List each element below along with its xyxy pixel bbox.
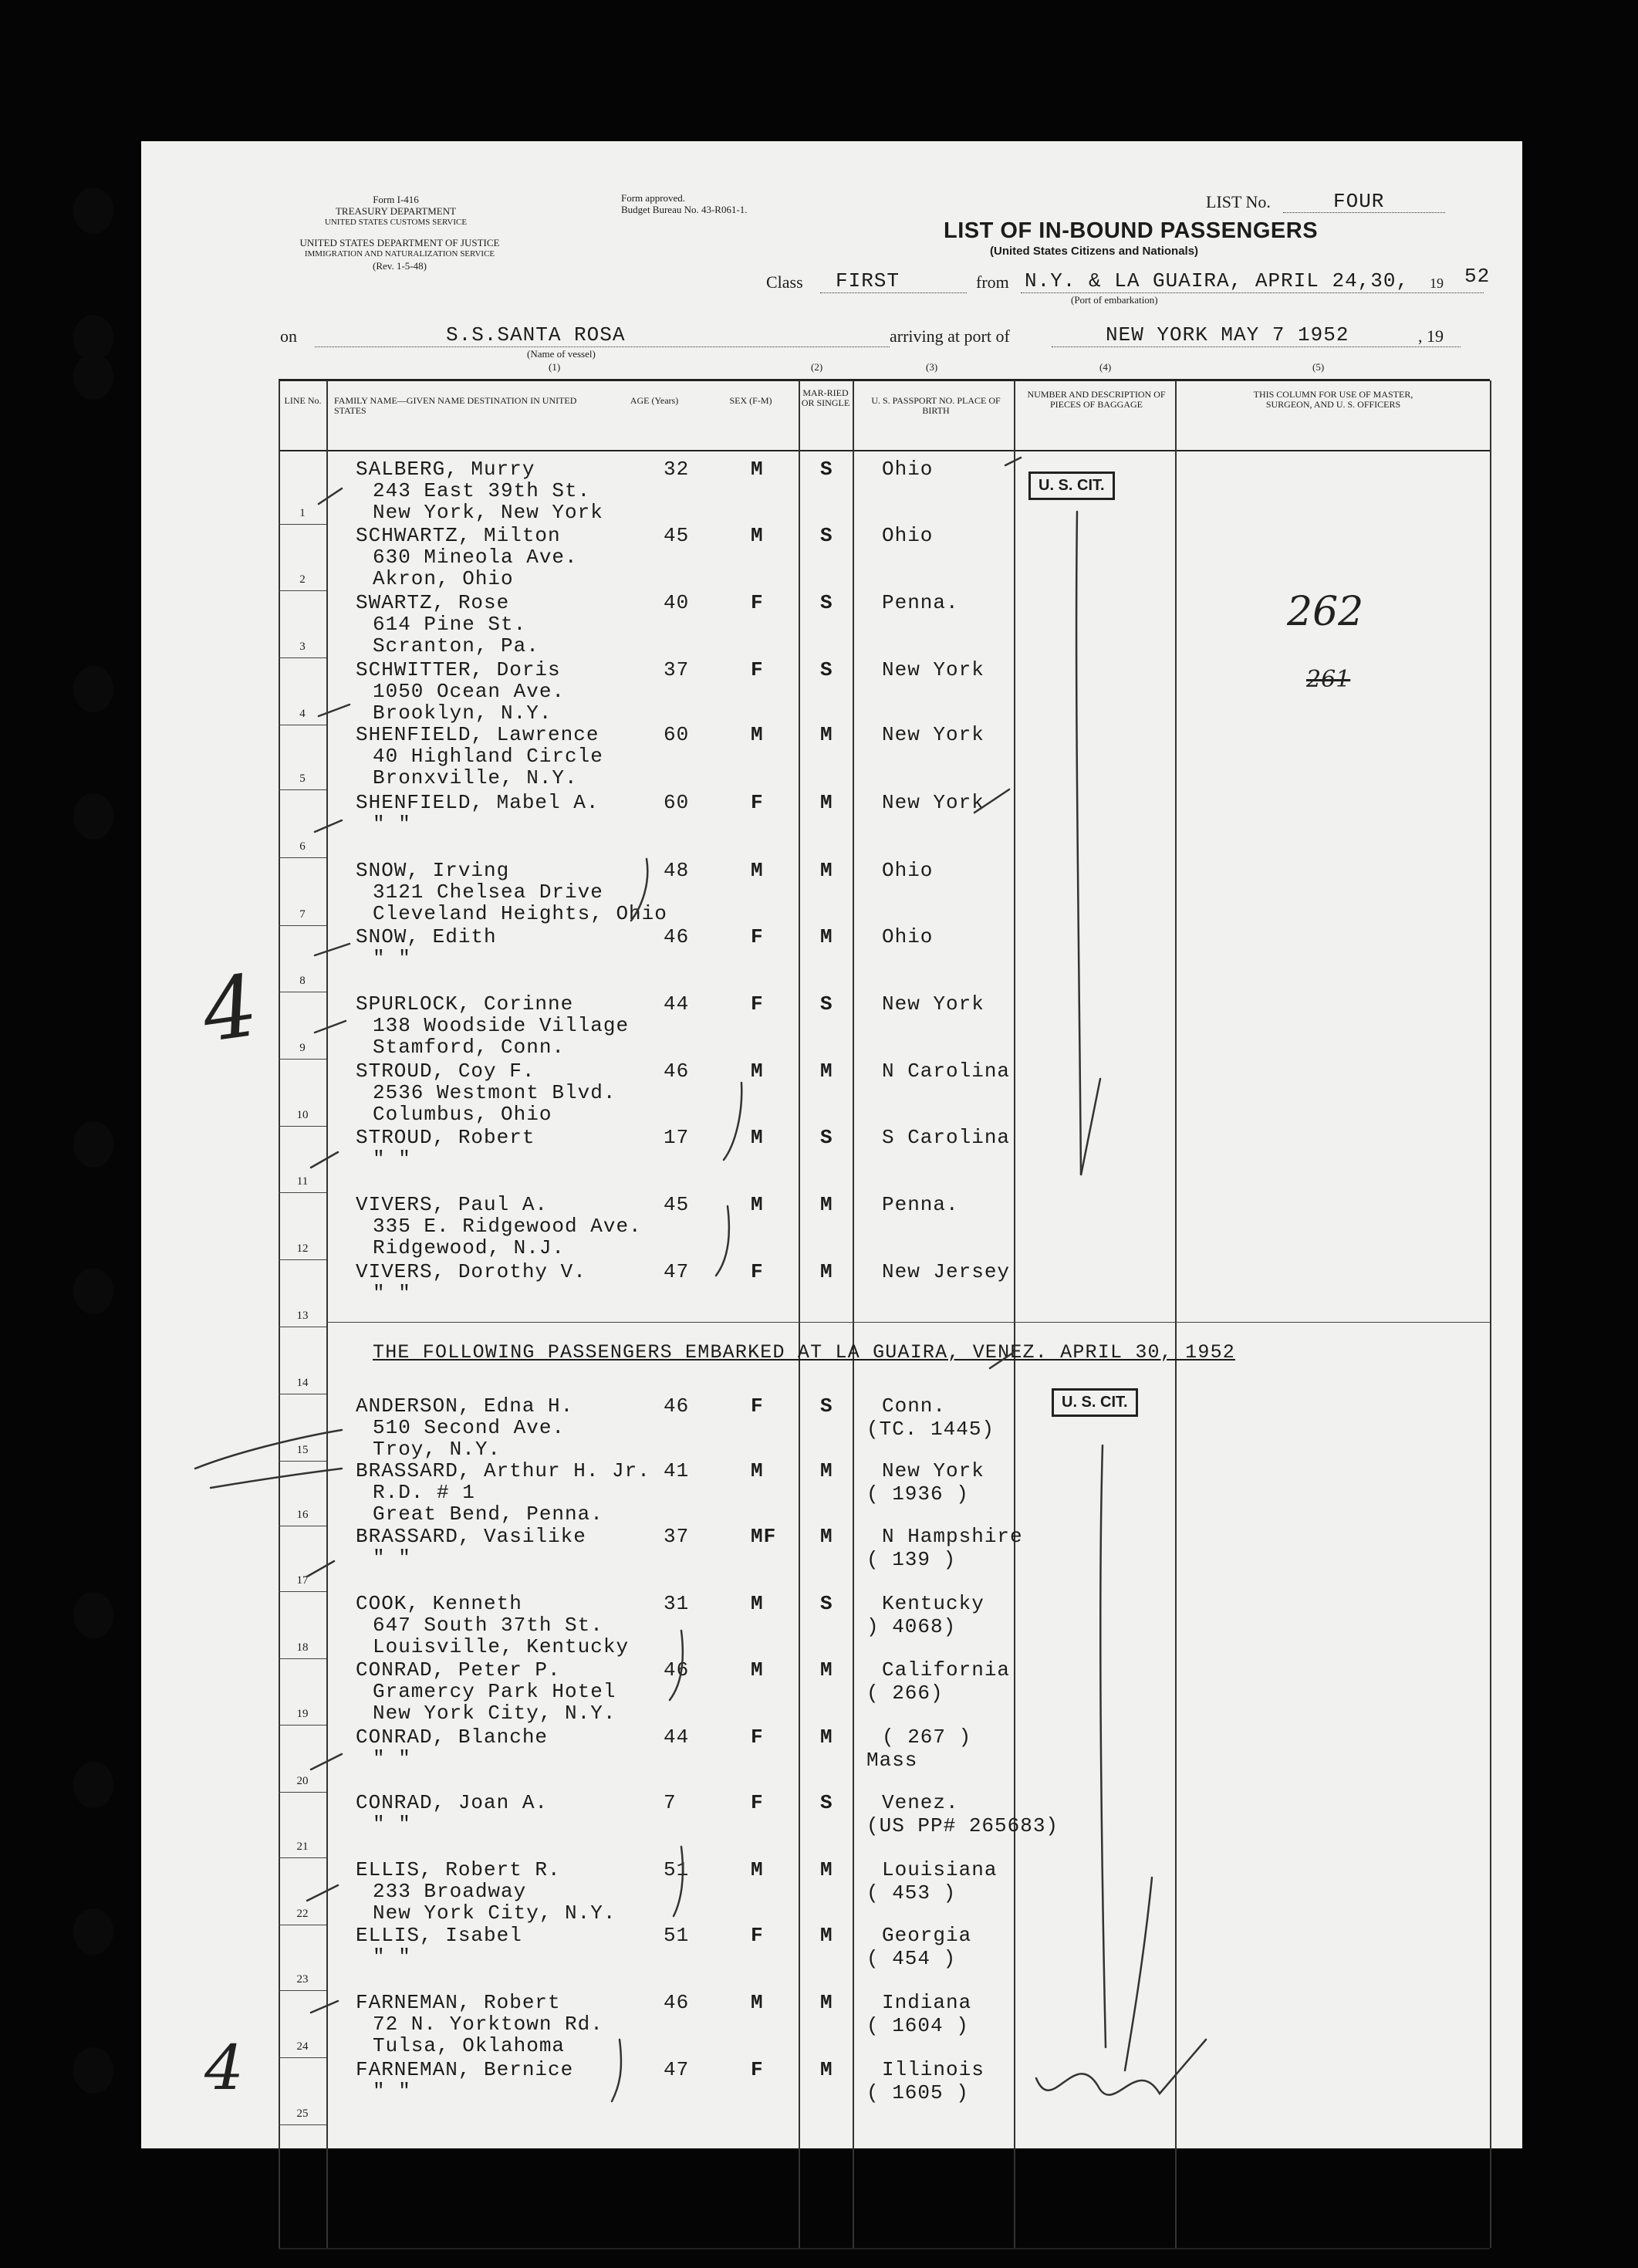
passenger-sex: M	[751, 458, 764, 481]
passenger-name: SCHWITTER, Doris	[356, 658, 561, 681]
form-number: Form I-416	[373, 194, 419, 205]
passenger-birthplace: New York	[882, 1459, 984, 1482]
line-number: 1	[299, 507, 306, 519]
passenger-passport: ( 1604 )	[866, 2014, 969, 2037]
age-check	[612, 2040, 621, 2101]
passenger-sex: M	[751, 1592, 764, 1615]
passenger-marital: S	[820, 992, 833, 1016]
passenger-marital: M	[820, 791, 833, 814]
vessel-caption: (Name of vessel)	[527, 348, 596, 360]
passenger-sex: M	[751, 1658, 764, 1682]
passenger-name: SHENFIELD, Lawrence	[356, 723, 599, 746]
passenger-address: Columbus, Ohio	[373, 1103, 552, 1126]
passenger-marital: S	[820, 524, 833, 547]
passenger-marital: M	[820, 1260, 833, 1283]
passenger-age: 47	[664, 2058, 690, 2081]
passenger-birthplace: N Hampshire	[882, 1525, 1023, 1548]
line-number: 20	[296, 1775, 309, 1787]
class-label: Class	[766, 272, 803, 292]
binder-hole	[73, 1908, 113, 1955]
port-embark-caption: (Port of embarkation)	[1071, 294, 1158, 306]
passenger-marital: M	[820, 1991, 833, 2014]
passenger-birthplace: Conn.	[882, 1394, 947, 1418]
passenger-name: CONRAD, Peter P.	[356, 1658, 561, 1682]
passenger-sex: M	[751, 1126, 764, 1149]
passenger-passport: ) 4068)	[866, 1615, 957, 1638]
age-check	[631, 859, 647, 921]
binder-hole	[73, 1268, 113, 1314]
passenger-address: 2536 Westmont Blvd.	[373, 1081, 616, 1104]
passenger-marital: M	[820, 723, 833, 746]
passenger-birthplace: New York	[882, 992, 984, 1016]
line-number: 7	[299, 908, 306, 921]
us-citizen-stamp: U. S. CIT.	[1028, 472, 1115, 500]
passenger-birthplace: S Carolina	[882, 1126, 1011, 1149]
handwritten-margin-4: 4	[196, 955, 264, 1062]
binder-hole	[73, 666, 113, 712]
passenger-address: Troy, N.Y.	[373, 1438, 502, 1461]
passenger-address: 614 Pine St.	[373, 613, 527, 636]
passenger-passport: ( 453 )	[866, 1881, 957, 1905]
ins-service: IMMIGRATION AND NATURALIZATION SERVICE	[304, 249, 495, 259]
passenger-marital: M	[820, 1525, 833, 1548]
col-sex: SEX (F-M)	[729, 395, 772, 406]
passenger-address: Stamford, Conn.	[373, 1036, 566, 1059]
passenger-address: Bronxville, N.Y.	[373, 766, 578, 789]
us-citizen-stamp: U. S. CIT.	[1052, 1388, 1138, 1417]
line-number: 23	[296, 1973, 309, 1986]
passenger-age: 46	[664, 1658, 690, 1682]
row-tick	[315, 944, 350, 955]
page-subtitle: (United States Citizens and Nationals)	[990, 245, 1199, 258]
binder-hole	[73, 1121, 113, 1168]
section-note: THE FOLLOWING PASSENGERS EMBARKED AT LA GUAIRA, VENEZ. APRIL 30, 1952	[373, 1341, 1235, 1364]
passenger-address: Great Bend, Penna.	[373, 1502, 603, 1526]
passenger-address: " "	[373, 813, 411, 836]
passenger-age: 31	[664, 1592, 690, 1615]
binder-hole	[73, 793, 113, 840]
passenger-age: 46	[664, 925, 690, 948]
passenger-name: CONRAD, Blanche	[356, 1726, 549, 1749]
passenger-name: SNOW, Edith	[356, 925, 497, 948]
passenger-address: Akron, Ohio	[373, 567, 514, 590]
passenger-age: 45	[664, 1193, 690, 1216]
passenger-birthplace: Penna.	[882, 591, 959, 614]
passenger-address: " "	[373, 2080, 411, 2103]
initials-scribble	[1036, 2040, 1206, 2095]
passenger-age: 32	[664, 458, 690, 481]
baggage-check-arrow	[1076, 512, 1100, 1175]
passenger-age: 60	[664, 723, 690, 746]
on-label: on	[280, 326, 297, 346]
passenger-address: R.D. # 1	[373, 1481, 475, 1504]
line-number: 11	[296, 1175, 309, 1188]
col-name: FAMILY NAME—GIVEN NAME DESTINATION IN UNITED STATES	[334, 395, 577, 416]
row-tick	[315, 820, 342, 832]
passenger-age: 60	[664, 791, 690, 814]
passenger-address: New York City, N.Y.	[373, 1702, 616, 1725]
row-tick	[311, 1754, 342, 1769]
passenger-marital: M	[820, 1726, 833, 1749]
passenger-age: 40	[664, 591, 690, 614]
passenger-sex: F	[751, 1726, 764, 1749]
passenger-age: 46	[664, 1991, 690, 2014]
passenger-sex: M	[751, 1060, 764, 1083]
manifest-page	[141, 141, 1522, 2148]
from-label: from	[976, 272, 1009, 292]
passenger-sex: F	[751, 1260, 764, 1283]
passenger-address: " "	[373, 1148, 411, 1171]
age-check	[716, 1206, 729, 1276]
line-number: 4	[299, 708, 306, 720]
passenger-marital: S	[820, 1592, 833, 1615]
passenger-birthplace: New York	[882, 658, 984, 681]
passenger-passport: Mass	[866, 1749, 918, 1772]
passenger-name: STROUD, Robert	[356, 1126, 535, 1149]
passenger-passport: ( 1605 )	[866, 2081, 969, 2104]
passenger-sex: F	[751, 1924, 764, 1947]
passenger-name: BRASSARD, Vasilike	[356, 1525, 586, 1548]
col-num-4: (4)	[1099, 361, 1112, 373]
passenger-age: 7	[664, 1791, 677, 1814]
passenger-birthplace: Georgia	[882, 1924, 972, 1947]
arrival-port: NEW YORK MAY 7 1952	[1106, 323, 1349, 346]
passenger-passport: ( 266)	[866, 1682, 944, 1705]
passenger-name: VIVERS, Dorothy V.	[356, 1260, 586, 1283]
binder-hole	[73, 2047, 113, 2094]
passenger-name: SWARTZ, Rose	[356, 591, 510, 614]
binder-hole	[73, 353, 113, 400]
passenger-age: 47	[664, 1260, 690, 1283]
passenger-name: SNOW, Irving	[356, 859, 510, 882]
passenger-address: Brooklyn, N.Y.	[373, 701, 552, 725]
passenger-birthplace: Penna.	[882, 1193, 959, 1216]
passenger-name: CONRAD, Joan A.	[356, 1791, 549, 1814]
line-number: 9	[299, 1042, 306, 1054]
customs-service: UNITED STATES CUSTOMS SERVICE	[324, 218, 468, 227]
class-value: FIRST	[836, 269, 900, 292]
passenger-age: 44	[664, 1726, 690, 1749]
passenger-birthplace: Ohio	[882, 925, 934, 948]
passenger-marital: S	[820, 1126, 833, 1149]
passenger-birthplace: California	[882, 1658, 1011, 1682]
age-check	[674, 1847, 683, 1916]
passenger-sex: M	[751, 1193, 764, 1216]
passenger-address: Gramercy Park Hotel	[373, 1680, 616, 1703]
col-num-1: (1)	[549, 361, 561, 373]
from-value: N.Y. & LA GUAIRA, APRIL 24,30,	[1025, 269, 1410, 292]
line-number: 25	[296, 2107, 309, 2120]
passenger-name: COOK, Kenneth	[356, 1592, 522, 1615]
passenger-birthplace: Venez.	[882, 1791, 959, 1814]
passenger-birthplace: Ohio	[882, 859, 934, 882]
passenger-marital: M	[820, 1858, 833, 1881]
passenger-name: SCHWARTZ, Milton	[356, 524, 561, 547]
line-number: 5	[299, 772, 306, 785]
passenger-address: " "	[373, 1747, 411, 1770]
passenger-marital: S	[820, 1394, 833, 1418]
col-num-2: (2)	[811, 361, 823, 373]
arriving-label: arriving at port of	[890, 326, 1010, 346]
col-age: AGE (Years)	[630, 395, 679, 406]
passenger-sex: F	[751, 591, 764, 614]
vessel-name: S.S.SANTA ROSA	[446, 323, 626, 346]
passenger-address: Cleveland Heights, Ohio	[373, 902, 667, 925]
passenger-marital: S	[820, 591, 833, 614]
passenger-sex: F	[751, 658, 764, 681]
passenger-marital: M	[820, 859, 833, 882]
row-tick	[311, 1152, 338, 1168]
line-number: 15	[296, 1444, 309, 1456]
passenger-address: 138 Woodside Village	[373, 1014, 630, 1037]
col-num-5: (5)	[1312, 361, 1325, 373]
passenger-name: VIVERS, Paul A.	[356, 1193, 549, 1216]
binder-hole	[73, 188, 113, 234]
age-check	[724, 1083, 741, 1160]
passenger-address: " "	[373, 1813, 411, 1836]
passenger-sex: M	[751, 859, 764, 882]
binder-hole	[73, 1592, 113, 1638]
line-number: 19	[296, 1708, 309, 1720]
passenger-birthplace: Louisiana	[882, 1858, 998, 1881]
passenger-marital: M	[820, 1193, 833, 1216]
passenger-marital: M	[820, 2058, 833, 2081]
page-title: LIST OF IN-BOUND PASSENGERS	[944, 218, 1319, 243]
line-number: 22	[296, 1908, 309, 1920]
passenger-address: " "	[373, 1945, 411, 1969]
budget-bureau: Budget Bureau No. 43-R061-1.	[621, 204, 748, 215]
passenger-address: 243 East 39th St.	[373, 479, 591, 502]
passenger-sex: F	[751, 1394, 764, 1418]
row-tick	[311, 2001, 338, 2013]
passenger-address: New York City, N.Y.	[373, 1901, 616, 1925]
passenger-name: SPURLOCK, Corinne	[356, 992, 574, 1016]
line-number: 16	[296, 1509, 309, 1521]
passenger-age: 48	[664, 859, 690, 882]
passenger-sex: M	[751, 1991, 764, 2014]
col-line-no: LINE No.	[284, 395, 322, 406]
birth-tick	[1005, 458, 1021, 465]
passenger-sex: M	[751, 1459, 764, 1482]
treasury-dept: TREASURY DEPARTMENT	[335, 205, 457, 217]
passenger-address: Scranton, Pa.	[373, 634, 539, 657]
passenger-age: 17	[664, 1126, 690, 1149]
line-number: 21	[296, 1840, 309, 1853]
passenger-address: 630 Mineola Ave.	[373, 546, 578, 569]
passenger-passport: ( 1936 )	[866, 1482, 969, 1506]
binder-hole	[73, 1762, 113, 1808]
passenger-name: FARNEMAN, Robert	[356, 1991, 561, 2014]
birth-tick	[990, 1353, 1013, 1368]
line-number: 3	[299, 641, 306, 653]
handwritten-margin-bottom: 4	[204, 2032, 244, 2104]
passenger-name: FARNEMAN, Bernice	[356, 2058, 574, 2081]
passenger-age: 46	[664, 1060, 690, 1083]
line-number: 24	[296, 2040, 309, 2053]
passenger-marital: M	[820, 1924, 833, 1947]
passenger-address: 233 Broadway	[373, 1880, 527, 1903]
pencil-marks	[141, 141, 1522, 2148]
passenger-sex: F	[751, 791, 764, 814]
passenger-sex: F	[751, 2058, 764, 2081]
row-tick	[319, 705, 350, 716]
passenger-name: ELLIS, Robert R.	[356, 1858, 561, 1881]
justice-dept: UNITED STATES DEPARTMENT OF JUSTICE	[299, 237, 500, 248]
passenger-name: ELLIS, Isabel	[356, 1924, 522, 1947]
struck-count: 261	[1306, 666, 1351, 693]
passenger-marital: M	[820, 1459, 833, 1482]
margin-bracket	[211, 1469, 342, 1488]
col-married: MAR-RIED OR SINGLE	[801, 387, 850, 408]
passenger-sex: M	[751, 1858, 764, 1881]
passenger-address: 647 South 37th St.	[373, 1614, 603, 1637]
row-tick	[315, 1021, 346, 1033]
passenger-marital: S	[820, 458, 833, 481]
baggage-check-arrow	[1100, 1445, 1106, 2047]
passenger-birthplace: Ohio	[882, 524, 934, 547]
passenger-sex: M	[751, 524, 764, 547]
passenger-age: 37	[664, 1525, 690, 1548]
passenger-sex: M	[751, 723, 764, 746]
passenger-age: 44	[664, 992, 690, 1016]
passenger-address: " "	[373, 947, 411, 970]
passenger-address: Ridgewood, N.J.	[373, 1236, 566, 1259]
passenger-address: 72 N. Yorktown Rd.	[373, 2013, 603, 2036]
passenger-age: 41	[664, 1459, 690, 1482]
list-no-label: LIST No.	[1206, 192, 1271, 211]
col-passport: U. S. PASSPORT NO. PLACE OF BIRTH	[871, 395, 1001, 416]
passenger-address: Tulsa, Oklahoma	[373, 2034, 566, 2057]
passenger-address: 510 Second Ave.	[373, 1416, 566, 1439]
birth-tick	[974, 789, 1009, 813]
passenger-name: SALBERG, Murry	[356, 458, 535, 481]
row-tick	[307, 1561, 334, 1577]
line-number: 2	[299, 573, 306, 586]
col-baggage: NUMBER AND DESCRIPTION OF PIECES OF BAGGAGE	[1027, 389, 1166, 410]
passenger-address: 335 E. Ridgewood Ave.	[373, 1215, 642, 1238]
line-number: 17	[296, 1574, 309, 1587]
line-number: 10	[296, 1109, 309, 1121]
passenger-address: " "	[373, 1282, 411, 1305]
passenger-birthplace: Indiana	[882, 1991, 972, 2014]
passenger-name: STROUD, Coy F.	[356, 1060, 535, 1083]
passenger-name: BRASSARD, Arthur H. Jr.	[356, 1459, 650, 1482]
passenger-age: 46	[664, 1394, 690, 1418]
col-officers: THIS COLUMN FOR USE OF MASTER, SURGEON, AND U. S. OFFICERS	[1253, 389, 1413, 410]
passenger-birthplace: New York	[882, 723, 984, 746]
passenger-marital: M	[820, 1658, 833, 1682]
baggage-check-arrow	[1125, 1878, 1152, 2070]
form-approved: Form approved.	[621, 192, 686, 204]
table-bottom-rule	[279, 2248, 1490, 2249]
age-check	[670, 1631, 683, 1700]
passenger-birthplace: Illinois	[882, 2058, 984, 2081]
line-number: 6	[299, 840, 306, 853]
passenger-birthplace: New Jersey	[882, 1260, 1011, 1283]
row-tick	[307, 1885, 338, 1901]
line-number: 18	[296, 1641, 309, 1654]
passenger-marital: S	[820, 1791, 833, 1814]
margin-bracket	[195, 1430, 342, 1469]
passenger-sex: F	[751, 925, 764, 948]
passenger-age: 37	[664, 658, 690, 681]
passenger-sex: F	[751, 1791, 764, 1814]
passenger-birthplace: N Carolina	[882, 1060, 1011, 1083]
year-prefix: 19	[1430, 275, 1444, 291]
passenger-address: Louisville, Kentucky	[373, 1635, 630, 1658]
passenger-address: 3121 Chelsea Drive	[373, 880, 603, 904]
passenger-passport: ( 454 )	[866, 1947, 957, 1970]
passenger-marital: S	[820, 658, 833, 681]
passenger-name: SHENFIELD, Mabel A.	[356, 791, 599, 814]
revision: (Rev. 1-5-48)	[373, 260, 427, 272]
row-tick	[319, 488, 342, 504]
passenger-name: ANDERSON, Edna H.	[356, 1394, 574, 1418]
line-number: 13	[296, 1310, 309, 1322]
passenger-marital: M	[820, 925, 833, 948]
passenger-address: 1050 Ocean Ave.	[373, 680, 566, 703]
col-num-3: (3)	[926, 361, 938, 373]
passenger-birthplace: ( 267 )	[882, 1726, 972, 1749]
passenger-birthplace: Ohio	[882, 458, 934, 481]
passenger-age: 51	[664, 1858, 690, 1881]
line-number: 14	[296, 1377, 309, 1389]
passenger-address: " "	[373, 1546, 411, 1570]
passenger-age: 51	[664, 1924, 690, 1947]
passenger-passport: (US PP# 265683)	[866, 1814, 1059, 1837]
arrival-year-prefix: , 19	[1418, 326, 1444, 346]
handwritten-count-262: 262	[1287, 589, 1364, 635]
passenger-sex: F	[751, 992, 764, 1016]
line-number: 8	[299, 975, 306, 987]
passenger-address: 40 Highland Circle	[373, 745, 603, 768]
passenger-passport: (TC. 1445)	[866, 1418, 995, 1441]
passenger-age: 45	[664, 524, 690, 547]
passenger-address: New York, New York	[373, 501, 603, 524]
passenger-sex: MF	[751, 1525, 777, 1548]
passenger-birthplace: New York	[882, 791, 984, 814]
passenger-marital: M	[820, 1060, 833, 1083]
passenger-passport: ( 139 )	[866, 1548, 957, 1571]
line-number: 12	[296, 1242, 309, 1255]
passenger-birthplace: Kentucky	[882, 1592, 984, 1615]
year-value: 52	[1464, 265, 1491, 288]
list-no-value: FOUR	[1333, 190, 1385, 213]
